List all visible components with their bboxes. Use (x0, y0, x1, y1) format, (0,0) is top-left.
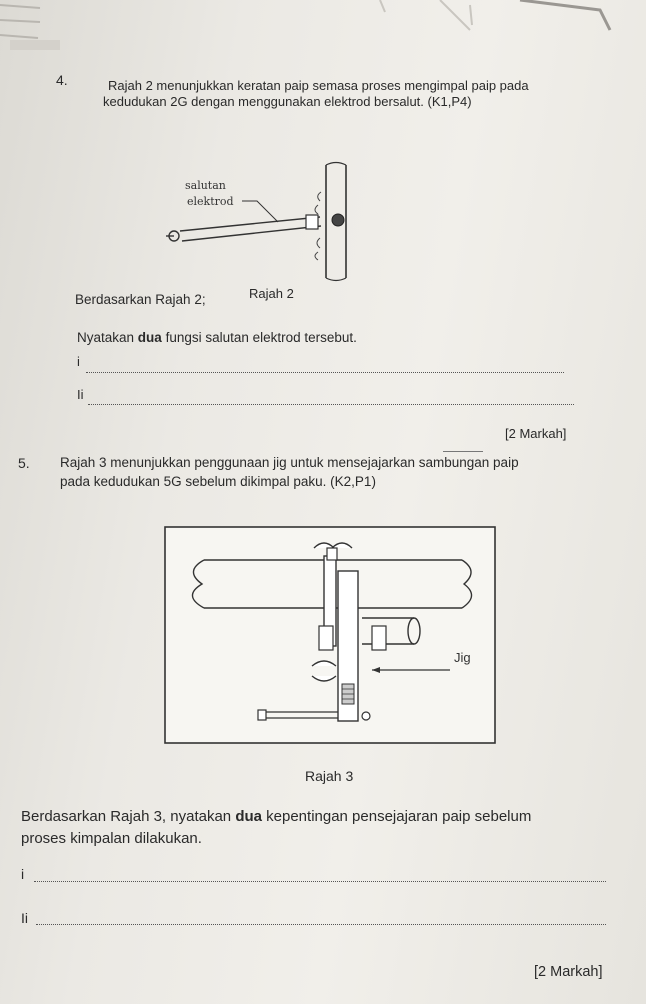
q4-figure-caption: Rajah 2 (249, 286, 294, 301)
q5-text-line2: pada kedudukan 5G sebelum dikimpal paku. (K2,P1) (60, 474, 376, 489)
q5-question-line1: Berdasarkan Rajah 3, nyatakan dua kepentingan pensejajaran paip sebelum (21, 808, 532, 825)
figure-rajah-3 (164, 526, 496, 744)
q5-figure-caption: Rajah 3 (305, 768, 354, 784)
q5-marks: [2 Markah] (534, 964, 603, 980)
q4-answer-i-label: i (77, 354, 80, 369)
salutan-label: salutan (185, 179, 226, 192)
q4-number: 4. (56, 72, 68, 88)
jig-label: Jig (454, 650, 471, 665)
q5-question-line2: proses kimpalan dilakukan. (21, 830, 202, 847)
q4-based-on: Berdasarkan Rajah 2; (75, 292, 206, 307)
q5-answer-line-ii[interactable] (36, 924, 606, 925)
q4-answer-ii-label: Ii (77, 387, 84, 402)
elektrod-label: elektrod (187, 195, 234, 208)
q4-question: Nyatakan dua fungsi salutan elektrod tersebut. (77, 330, 357, 345)
divider (443, 451, 483, 452)
q5-number: 5. (18, 455, 30, 471)
q4-marks: [2 Markah] (505, 426, 567, 441)
bleed-through-marks (0, 0, 646, 60)
q5-answer-i-label: i (21, 866, 25, 882)
q4-answer-line-ii[interactable] (88, 404, 574, 405)
leader-line (242, 201, 278, 222)
q4-text-line2: kedudukan 2G dengan menggunakan elektrod bersalut. (K1,P4) (103, 94, 472, 109)
q5-answer-line-i[interactable] (34, 881, 606, 882)
q5-text-line1: Rajah 3 menunjukkan penggunaan jig untuk mensejajarkan sambungan paip (60, 455, 519, 470)
q4-answer-line-i[interactable] (86, 372, 564, 373)
electrode (180, 217, 321, 241)
q4-text-line1: Rajah 2 menunjukkan keratan paip semasa proses mengimpal paip pada (108, 78, 529, 93)
figure-rajah-2 (160, 160, 360, 285)
electrode-tip (306, 215, 318, 229)
q5-answer-ii-label: Ii (21, 910, 28, 926)
